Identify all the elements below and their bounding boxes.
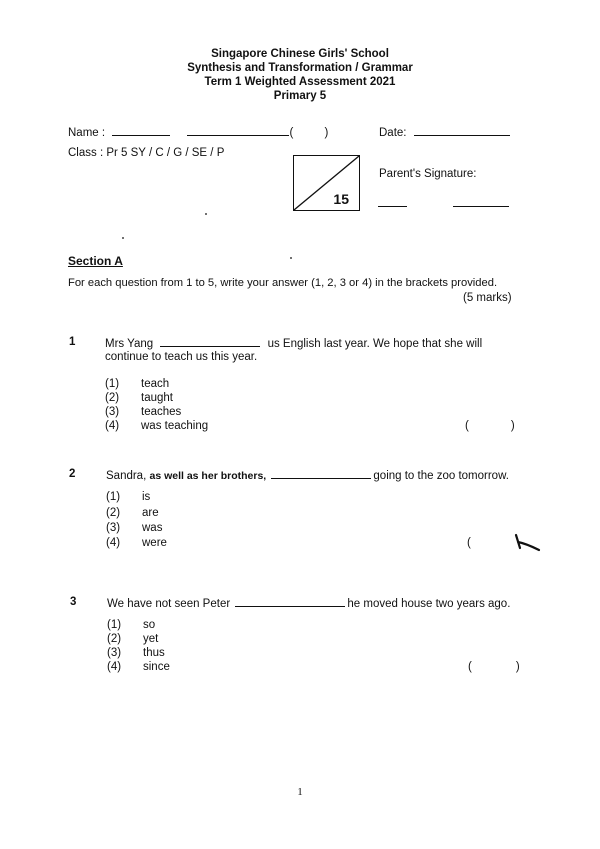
bracket-close: ): [515, 661, 520, 673]
question-stem: [105, 336, 482, 351]
option-number: (3): [106, 522, 121, 534]
answer-blank[interactable]: [160, 336, 260, 347]
option-item: [106, 536, 167, 550]
section-instruction: For each question from 1 to 5, write your answer (1, 2, 3 or 4) in the brackets provided.: [68, 277, 498, 289]
register-paren-open: (: [289, 127, 294, 139]
option-item: [107, 660, 170, 674]
option-text: since: [143, 661, 170, 673]
question-stem: [107, 596, 510, 611]
option-number: (3): [105, 406, 120, 418]
option-text: teach: [141, 378, 170, 390]
option-text: yet: [143, 633, 159, 645]
stem-text: going to the zoo tomorrow.: [373, 470, 509, 482]
name-label: Name :: [68, 127, 106, 139]
option-number: (2): [107, 633, 122, 645]
parent-signature-label: Parent's Signature:: [379, 168, 477, 180]
name-row: [68, 125, 328, 140]
option-number: (1): [107, 619, 122, 631]
question-number: 1: [69, 336, 76, 348]
option-number: (1): [106, 491, 121, 503]
bracket-open: (: [465, 420, 469, 432]
score-total: 15: [333, 191, 349, 207]
date-blank[interactable]: [414, 125, 510, 136]
answer-bracket[interactable]: [467, 536, 471, 550]
option-number: (2): [106, 507, 121, 519]
page-number: 1: [297, 786, 303, 798]
stem-text-bold: as well as her brothers,: [149, 470, 267, 482]
answer-blank[interactable]: [235, 596, 345, 607]
option-text: teaches: [141, 406, 182, 418]
name-blank-2[interactable]: [187, 125, 289, 136]
stem-text: he moved house two years ago.: [347, 598, 511, 610]
answer-bracket[interactable]: [465, 419, 515, 433]
stem-text: Sandra,: [106, 470, 147, 482]
option-item: [107, 646, 165, 660]
handwritten-mark-icon: [513, 533, 541, 553]
section-title: Section A: [68, 254, 123, 268]
option-text: was teaching: [141, 420, 209, 432]
option-text: thus: [143, 647, 165, 659]
option-number: (1): [105, 378, 120, 390]
bracket-open: (: [467, 537, 471, 549]
signature-line-2[interactable]: [453, 205, 509, 207]
question-stem: [106, 468, 509, 483]
option-item: [105, 391, 173, 405]
option-item: [107, 618, 155, 632]
option-text: so: [143, 619, 156, 631]
date-row: [379, 125, 510, 140]
option-item: [107, 632, 158, 646]
question-number: 2: [69, 468, 76, 480]
option-item: [106, 506, 159, 520]
score-box: [293, 155, 360, 211]
stem-text: continue to teach us this year.: [105, 351, 258, 363]
scan-speck: [205, 213, 207, 215]
option-item: [105, 405, 181, 419]
bracket-close: ): [510, 420, 515, 432]
level: Primary 5: [273, 90, 327, 102]
option-text: was: [142, 522, 163, 534]
option-item: [106, 490, 150, 504]
bracket-open: (: [468, 661, 472, 673]
stem-text: We have not seen Peter: [107, 598, 231, 610]
section-marks: (5 marks): [463, 292, 512, 304]
option-number: (4): [105, 420, 120, 432]
stem-text: us English last year. We hope that she will: [267, 338, 483, 350]
option-text: is: [142, 491, 151, 503]
scan-speck: [290, 257, 292, 259]
date-label: Date:: [379, 127, 407, 139]
stem-text: Mrs Yang: [105, 338, 154, 350]
assessment-title: Term 1 Weighted Assessment 2021: [204, 76, 396, 88]
option-number: (3): [107, 647, 122, 659]
name-blank-1[interactable]: [112, 125, 170, 136]
option-number: (2): [105, 392, 120, 404]
option-number: (4): [106, 537, 121, 549]
option-text: taught: [141, 392, 173, 404]
answer-bracket[interactable]: [468, 660, 520, 674]
scan-speck: [122, 237, 124, 239]
option-item: [105, 419, 208, 433]
answer-blank[interactable]: [271, 468, 371, 479]
paper-subject: Synthesis and Transformation / Grammar: [187, 62, 413, 74]
score-box-diagonal: [294, 156, 359, 210]
register-paren-close: ): [324, 127, 329, 139]
option-number: (4): [107, 661, 122, 673]
question-number: 3: [70, 596, 77, 608]
school-name: Singapore Chinese Girls' School: [211, 48, 389, 60]
option-text: are: [142, 507, 159, 519]
option-item: [106, 521, 162, 535]
class-label: Class : Pr 5 SY / C / G / SE / P: [68, 147, 225, 159]
signature-line-1[interactable]: [378, 205, 407, 207]
option-text: were: [142, 537, 167, 549]
option-item: [105, 377, 169, 391]
